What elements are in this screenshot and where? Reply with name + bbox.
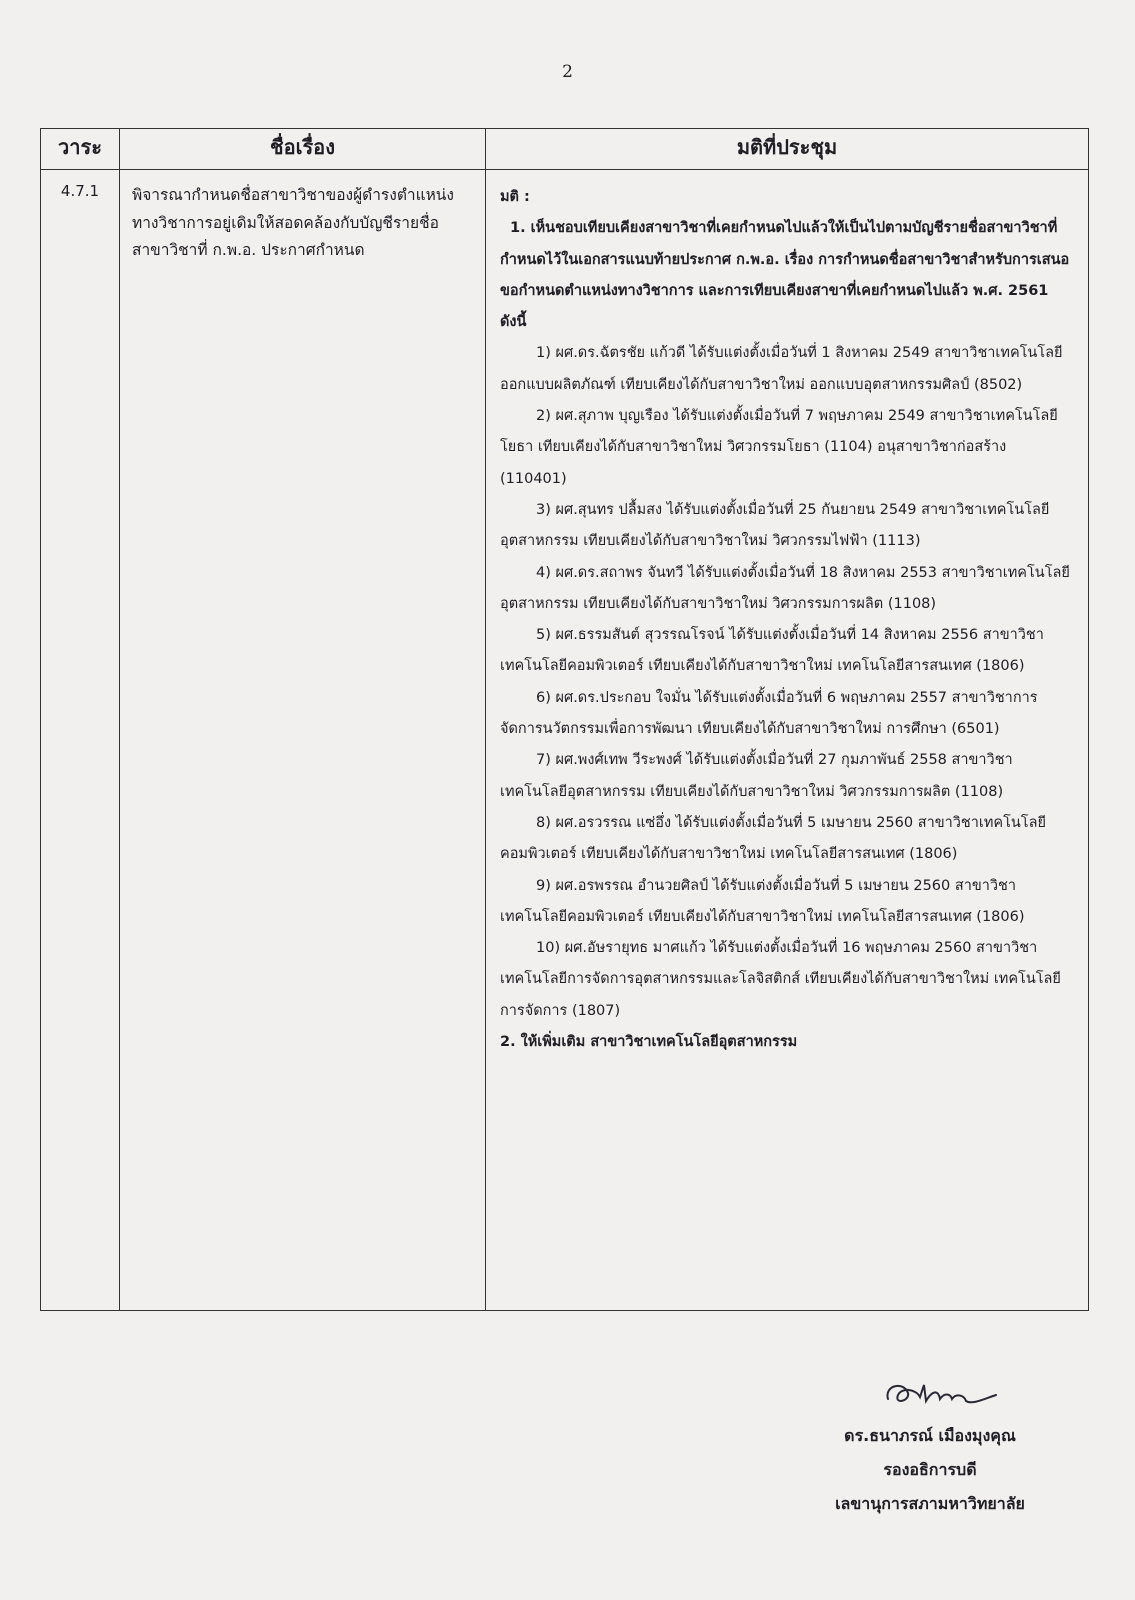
- subject-cell: พิจารณากำหนดชื่อสาขาวิชาของผู้ดำรงตำแหน่งทางวิชาการอยู่เดิมให้สอดคล้องกับบัญชีรายชื่อสาขาวิชาที่ ก.พ.อ. ประกาศกำหนด: [120, 170, 486, 1311]
- resolution-heading: มติ :: [500, 189, 530, 205]
- table-row: [41, 170, 1089, 1311]
- header-resolution: มติที่ประชุม: [486, 129, 1089, 170]
- resolution-point-2: 2. ให้เพิ่มเติม สาขาวิชาเทคโนโลยีอุตสาหกรรม: [500, 1034, 798, 1051]
- signature-block: [760, 1375, 1100, 1521]
- resolution-item: 4) ผศ.ดร.สถาพร จันทวี ได้รับแต่งตั้งเมื่อวันที่ 18 สิงหาคม 2553 สาขาวิชาเทคโนโลยีอุตสาหกรรม เทียบเคียงได้กับสาขาวิชาใหม่ วิศวกรรมการผลิต (1108): [500, 564, 1070, 612]
- header-item-no: วาระ: [41, 129, 120, 170]
- resolution-item: 8) ผศ.อรวรรณ แซ่อึ่ง ได้รับแต่งตั้งเมื่อวันที่ 5 เมษายน 2560 สาขาวิชาเทคโนโลยีคอมพิวเตอร์ เทียบเคียงได้กับสาขาวิชาใหม่ เทคโนโลยีสารสนเทศ (1806): [500, 814, 1046, 863]
- resolution-item: 1) ผศ.ดร.ฉัตรชัย แก้วดี ได้รับแต่งตั้งเมื่อวันที่ 1 สิงหาคม 2549 สาขาวิชาเทคโนโลยีออกแบบผลิตภัณฑ์ เทียบเคียงได้กับสาขาวิชาใหม่ ออกแบบอุตสาหกรรมศิลป์ (8502): [500, 345, 1063, 393]
- minutes-table: [40, 128, 1089, 1311]
- page-number: 2: [562, 62, 573, 82]
- signatory-title: รองอธิการบดี: [883, 1460, 977, 1479]
- resolution-cell: [486, 170, 1089, 1311]
- header-subject: ชื่อเรื่อง: [120, 129, 486, 170]
- handwritten-signature: [880, 1375, 1000, 1415]
- resolution-point-1: 1. เห็นชอบเทียบเคียงสาขาวิชาที่เคยกำหนดไปแล้วให้เป็นไปตามบัญชีรายชื่อสาขาวิชาที่กำหนดไว้ในเอกสารแนบท้ายประกาศ ก.พ.อ. เรื่อง การกำหนดชื่อสาขาวิชาสำหรับการเสนอขอกำหนดตำแหน่งทางวิชาการ และการเทียบเคียงสาขาที่เคยกำหนดไปแล้ว พ.ศ. 2561 ดังนี้: [500, 220, 1070, 331]
- item-number-cell: 4.7.1: [41, 170, 120, 1311]
- resolution-item: 6) ผศ.ดร.ประกอบ ใจมั่น ได้รับแต่งตั้งเมื่อวันที่ 6 พฤษภาคม 2557 สาขาวิชาการจัดการนวัตกรรมเพื่อการพัฒนา เทียบเคียงได้กับสาขาวิชาใหม่ การศึกษา (6501): [500, 689, 1038, 738]
- signatory-position: เลขานุการสภามหาวิทยาลัย: [835, 1494, 1025, 1513]
- table-header-row: [41, 129, 1089, 170]
- resolution-item: 7) ผศ.พงศ์เทพ วีระพงศ์ ได้รับแต่งตั้งเมื่อวันที่ 27 กุมภาพันธ์ 2558 สาขาวิชาเทคโนโลยีอุตสาหกรรม เทียบเคียงได้กับสาขาวิชาใหม่ วิศวกรรมการผลิต (1108): [500, 752, 1013, 800]
- signatory-name: ดร.ธนาภรณ์ เมืองมุงคุณ: [844, 1426, 1016, 1445]
- resolution-item: 5) ผศ.ธรรมสันต์ สุวรรณโรจน์ ได้รับแต่งตั้งเมื่อวันที่ 14 สิงหาคม 2556 สาขาวิชาเทคโนโลยีคอมพิวเตอร์ เทียบเคียงได้กับสาขาวิชาใหม่ เทคโนโลยีสารสนเทศ (1806): [500, 627, 1044, 675]
- resolution-item: 9) ผศ.อรพรรณ อำนวยศิลป์ ได้รับแต่งตั้งเมื่อวันที่ 5 เมษายน 2560 สาขาวิชาเทคโนโลยีคอมพิวเตอร์ เทียบเคียงได้กับสาขาวิชาใหม่ เทคโนโลยีสารสนเทศ (1806): [500, 877, 1025, 925]
- resolution-item: 3) ผศ.สุนทร ปลื้มสง ได้รับแต่งตั้งเมื่อวันที่ 25 กันยายน 2549 สาขาวิชาเทคโนโลยีอุตสาหกรรม เทียบเคียงได้กับสาขาวิชาใหม่ วิศวกรรมไฟฟ้า (1113): [500, 501, 1050, 550]
- resolution-item: 10) ผศ.อัษรายุทธ มาศแก้ว ได้รับแต่งตั้งเมื่อวันที่ 16 พฤษภาคม 2560 สาขาวิชาเทคโนโลยีการจัดการอุตสาหกรรมและโลจิสติกส์ เทียบเคียงได้กับสาขาวิชาใหม่ เทคโนโลยีการจัดการ (1807): [500, 940, 1061, 1019]
- resolution-item: 2) ผศ.สุภาพ บุญเรือง ได้รับแต่งตั้งเมื่อวันที่ 7 พฤษภาคม 2549 สาขาวิชาเทคโนโลยีโยธา เทียบเคียงได้กับสาขาวิชาใหม่ วิศวกรรมโยธา (1104) อนุสาขาวิชาก่อสร้าง (110401): [500, 408, 1058, 487]
